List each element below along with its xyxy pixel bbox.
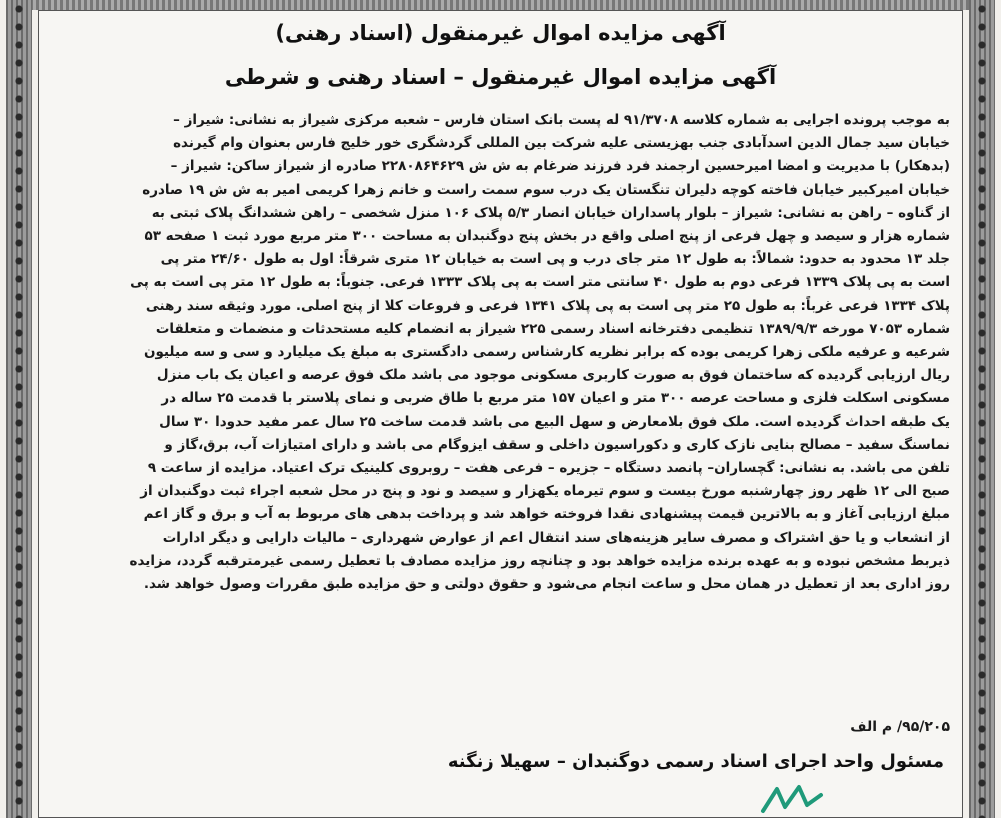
body-line: جلد ۱۳ محدود به حدود: شمالاً: به طول ۱۲ متر جای درب و پی است به خیابان ۱۲ متری شرقاً: اول به طول ۲۴/۶۰ متر پی — [160, 251, 950, 268]
body-line: تلفن می باشد. به نشانی: گچساران– پانصد دستگاه – جزیره – فرعی هفت – روبروی کلینیک ترک اعتیاد. مزایده از ساعت ۹ — [147, 460, 950, 477]
body-line: روز اداری بعد از تعطیل در همان محل و ساعت انجام می‌شود و حقوق دولتی و حق مزایده طبق مقررات وصول خواهد شد. — [143, 576, 950, 593]
top-border-pattern — [30, 0, 971, 10]
body-line: ریال ارزیابی گردیده که ساختمان فوق به صورت کاربری مسکونی موجود می باشد ملک فوق عرصه و اعیان یک باب منزل — [156, 367, 950, 384]
body-line: نماسنگ سفید – مصالح بنایی نازک کاری و دکوراسیون داخلی و سقف ایزوگام می باشد و دارای امتیازات آب، برق،گاز و — [164, 436, 950, 453]
body-line: مسکونی اسکلت فلزی و مساحت عرصه ۳۰۰ متر و اعیان ۱۵۷ متر مربع با طاق ضربی و نمای پلاستر با قدمت ۲۵ ساله در — [161, 390, 950, 407]
body-line: است به پی پلاک ۱۳۳۹ فرعی دوم به طول ۴۰ سانتی متر است به پی پلاک ۱۳۳۳ فرعی. جنوباً: به طول ۱۲ متر پی است به پی — [130, 274, 950, 291]
body-line: مبلغ ارزیابی آغاز و به بالاترین قیمت پیشنهادی نقدا فروخته خواهد شد و پرداخت بدهی های مربوط به آب و برق و گاز اعم — [143, 506, 950, 523]
body-line: به موجب پرونده اجرایی به شماره کلاسه ۹۱/۳۷۰۸ له پست بانک استان فارس – شعبه مرکزی شیراز به نشانی: شیراز – — [173, 112, 950, 128]
body-line: (بدهکار) با مدیریت و امضا امیرحسین ارجمند فرد فرزند ضرغام به ش ش ۲۲۸۰۸۶۴۶۲۹ صادره از شیراز ساکن: شیراز – — [170, 158, 950, 175]
body-line: پلاک ۱۳۳۴ فرعی غرباً: به طول ۲۵ متر پی است به پی پلاک ۱۳۴۱ فرعی و فروعات کلا از پنج اصلی. مورد وثیقه سند رهنی — [145, 297, 950, 314]
notice-title-main: آگهی مزایده اموال غیرمنقول – اسناد رهنی و شرطی — [224, 65, 777, 89]
reference-number: ۹۵/۲۰۵/ م الف — [850, 719, 950, 735]
body-line: خیابان سید جمال الدین اسدآبادی جنب بهزیستی علیه شرکت بین المللی گردشگری خور خلیج فارس بعنوان وام گیرنده — [173, 135, 950, 152]
notice-title-top: آگهی مزایده اموال غیرمنقول (اسناد رهنی) — [275, 21, 726, 45]
body-line: صبح الی ۱۲ ظهر روز چهارشنبه مورخ بیست و سوم تیرماه یکهزار و سیصد و نود و پنج در محل شعبه اجراء ثبت دوگنبدان از — [140, 483, 950, 500]
body-line: ذیربط مشخص نبوده و به عهده برنده مزایده خواهد بود و چنانچه روز مزایده مصادف با تعطیل رسمی غیرمترقبه گردد، مزایده — [129, 552, 950, 569]
body-line: خیابان امیرکبیر خیابان فاخته کوچه دلیران تنگستان یک درب سوم سمت راست و خانم زهرا کریمی امیر به ش ش ۱۹ صادره — [142, 181, 950, 198]
left-border-pattern — [6, 0, 32, 818]
body-line: شماره هزار و سیصد و چهل فرعی از پنج اصلی واقع در بخش پنج دوگنبدان به مساحت ۳۰۰ متر مربع مورد ثبت ۱ صفحه ۵۳ — [144, 228, 950, 245]
notice-frame — [38, 10, 963, 818]
body-line: شرعیه و عرفیه ملکی زهرا کریمی بوده که برابر نظریه کارشناس رسمی دادگستری به مبلغ یک میلیارد و سی و سه میلیون — [143, 344, 950, 361]
pen-mark-icon — [759, 781, 829, 818]
right-border-pattern — [969, 0, 995, 818]
notice-body — [51, 109, 950, 596]
body-line: از انشعاب و یا حق اشتراک و مصرف سایر هزینه‌های سند انتقال اعم از عوارض شهرداری – مالیات دارایی و دیگر ادارات — [162, 529, 950, 546]
body-line: شماره ۷۰۵۳ مورخه ۱۳۸۹/۹/۳ تنظیمی دفترخانه اسناد رسمی ۲۲۵ شیراز به انضمام کلیه مستحدثات و منضمات و متعلقات — [155, 320, 950, 337]
signature-line: مسئول واحد اجرای اسناد رسمی دوگنبدان – سهیلا زنگنه — [447, 751, 944, 772]
body-line: یک طبقه احداث گردیده است. ملک فوق بلامعارض و سهل البیع می باشد قدمت ساخت ۲۵ سال عمر مفید حدودا ۳۰ سال — [159, 413, 950, 430]
body-line: از گناوه – راهن به نشانی: شیراز – بلوار پاسداران خیابان انصار ۵/۳ پلاک ۱۰۶ منزل شخصی – راهن ششدانگ پلاک ثبتی به — [151, 204, 950, 221]
